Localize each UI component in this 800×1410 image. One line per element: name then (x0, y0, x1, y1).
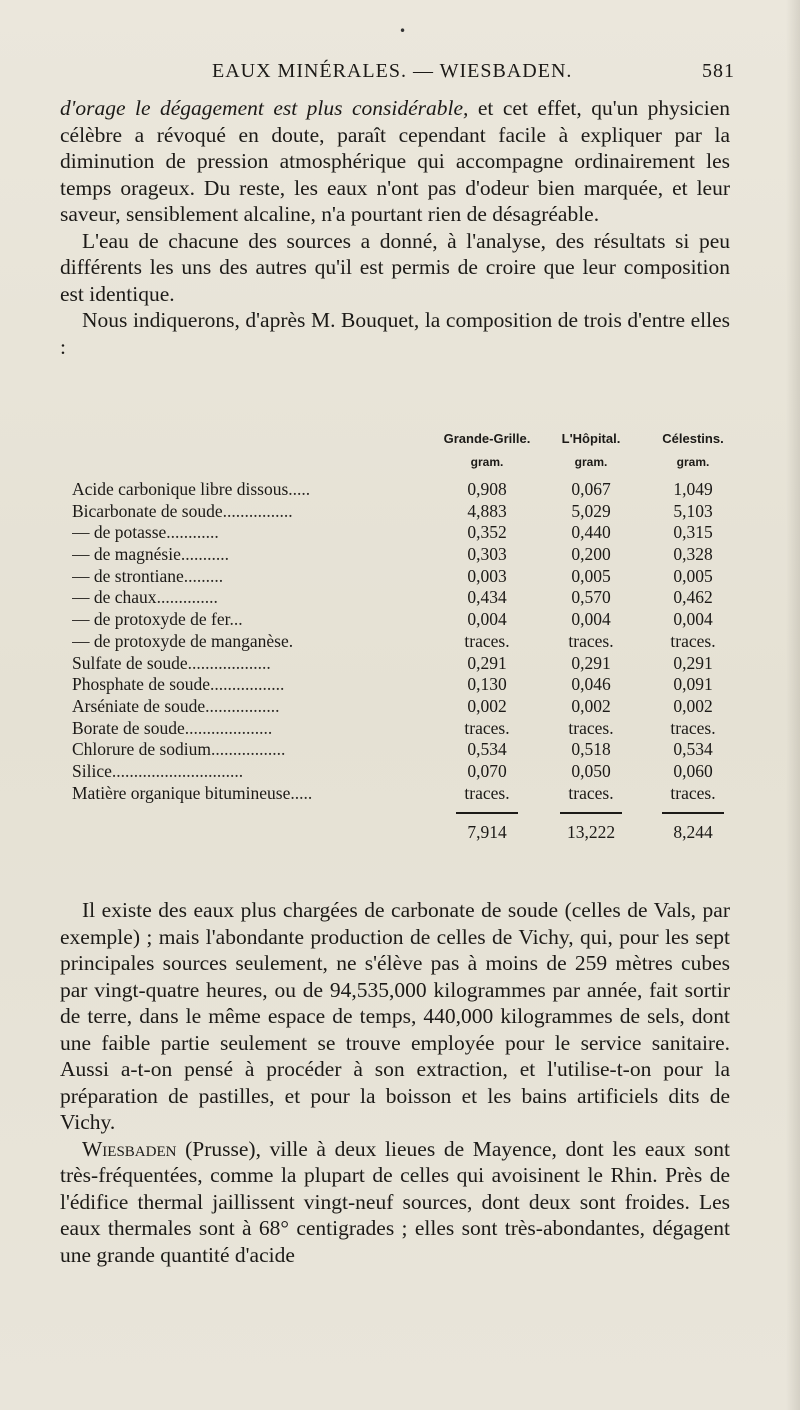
table-row (72, 739, 732, 761)
row-value: 0,352 (467, 522, 507, 543)
row-label (72, 544, 422, 566)
ink-mark: • (399, 24, 407, 38)
row-value: 0,462 (673, 587, 713, 608)
row-value: 0,534 (467, 739, 507, 760)
row-label (72, 674, 422, 696)
wiesbaden-paragraph (60, 1136, 730, 1269)
table-row (72, 587, 732, 609)
totals-row (72, 822, 732, 844)
row-value: 0,070 (467, 760, 507, 781)
row-label-text: Sulfate de soude (72, 652, 188, 673)
row-leader-dots: ................ (222, 500, 293, 521)
intro-paragraph-3: Nous indiquerons, d'après M. Bouquet, la composition de trois d'entre elles : (60, 308, 730, 359)
row-label (72, 696, 422, 718)
row-label (72, 522, 422, 544)
row-value: 0,434 (467, 587, 507, 608)
row-value: 1,049 (673, 479, 713, 499)
row-value: 0,328 (673, 544, 713, 565)
row-label-text: Silice (72, 760, 112, 781)
row-leader-dots: ............ (166, 522, 219, 543)
row-value: 0,067 (571, 479, 611, 499)
row-value: 0,002 (673, 695, 713, 716)
row-value: 0,004 (571, 609, 611, 630)
row-value: 0,130 (467, 674, 507, 695)
table-body (72, 479, 732, 804)
row-label (72, 566, 422, 588)
row-value: 0,005 (673, 565, 713, 586)
row-value: 0,291 (467, 652, 507, 673)
table-column-units (72, 451, 732, 479)
table-row (72, 544, 732, 566)
row-label-text: Bicarbonate de soude (72, 500, 223, 521)
row-label (72, 609, 422, 631)
row-value: traces. (464, 782, 510, 803)
row-label (72, 479, 422, 501)
intro-paragraph-1 (60, 95, 730, 228)
wiesbaden-heading: Wiesbaden (82, 1136, 177, 1161)
row-value: traces. (568, 717, 614, 738)
row-value: 0,060 (673, 760, 713, 781)
total-grande-grille: 7,914 (467, 822, 507, 843)
row-label-text: — de potasse (72, 522, 167, 543)
running-head (60, 58, 735, 90)
column-unit: gram. (676, 455, 710, 469)
table-row (72, 783, 732, 805)
table-row (72, 718, 732, 740)
row-leader-dots: ... (229, 609, 243, 630)
total-rules (72, 804, 732, 822)
total-rule (456, 812, 518, 814)
column-header-celestins: Célestins. (662, 431, 724, 446)
row-leader-dots: ..... (290, 782, 313, 803)
total-rule (560, 812, 622, 814)
row-label (72, 739, 422, 761)
column-header-hopital: L'Hôpital. (561, 431, 621, 446)
row-leader-dots: .................... (184, 717, 273, 738)
row-value: 0,534 (673, 739, 713, 760)
intro-paragraph-2: L'eau de chacune des sources a donné, à l'analyse, des résultats si peu différents les uns des autres qu'il est permis de croire que leur composition est identique. (60, 228, 730, 306)
table-row (72, 653, 732, 675)
intro-text (60, 95, 730, 360)
row-value: traces. (568, 782, 614, 803)
row-value: 0,003 (467, 565, 507, 586)
row-value: traces. (568, 630, 614, 651)
row-label (72, 761, 422, 783)
row-label-text: Arséniate de soude (72, 695, 206, 716)
total-hopital: 13,222 (566, 822, 616, 843)
row-label (72, 718, 422, 740)
page-edge-shadow (786, 0, 800, 1410)
row-value: 0,570 (571, 587, 611, 608)
row-leader-dots: ................. (211, 739, 286, 760)
continuation-text (60, 897, 730, 1268)
row-value: traces. (464, 630, 510, 651)
row-value: traces. (464, 717, 510, 738)
table-row (72, 479, 732, 501)
row-leader-dots: ................. (205, 695, 280, 716)
row-label-text: — de strontiane (72, 565, 184, 586)
row-label-text: — de chaux (72, 587, 157, 608)
table-column-headers (72, 427, 732, 451)
row-leader-dots: ........... (180, 544, 229, 565)
row-label-text: — de protoxyde de fer (72, 609, 230, 630)
table-row (72, 674, 732, 696)
row-value: 5,029 (571, 500, 611, 521)
row-value: traces. (670, 782, 716, 803)
table-row (72, 609, 732, 631)
row-value: 0,200 (571, 544, 611, 565)
row-value: 0,908 (467, 479, 507, 499)
row-label-text: Chlorure de sodium (72, 739, 212, 760)
row-leader-dots: ..... (288, 479, 311, 499)
row-value: 5,103 (673, 500, 713, 521)
row-value: 0,046 (571, 674, 611, 695)
row-leader-dots: .............................. (111, 760, 244, 781)
row-value: 0,303 (467, 544, 507, 565)
row-value: 0,005 (571, 565, 611, 586)
row-value: 0,004 (467, 609, 507, 630)
row-value: 0,002 (467, 695, 507, 716)
row-value: 0,291 (571, 652, 611, 673)
table-row (72, 566, 732, 588)
column-unit: gram. (470, 455, 504, 469)
row-leader-dots: .............. (156, 587, 218, 608)
row-leader-dots: ................... (187, 652, 271, 673)
row-value: 0,518 (571, 739, 611, 760)
row-value: 0,315 (673, 522, 713, 543)
row-value: traces. (670, 717, 716, 738)
row-label (72, 783, 422, 805)
row-label-text: Acide carbonique libre dissous (72, 479, 289, 499)
table-row (72, 501, 732, 523)
row-value: 0,050 (571, 760, 611, 781)
row-label-text: — de magnésie (72, 544, 181, 565)
intro-italic-lead: d'orage le dégagement est plus considérable, (60, 96, 469, 120)
running-head-title: EAUX MINÉRALES. — WIESBADEN. (212, 60, 573, 82)
row-value: 0,002 (571, 695, 611, 716)
column-unit: gram. (574, 455, 608, 469)
row-label-text: Borate de soude (72, 717, 185, 738)
row-label-text: Phosphate de soude (72, 674, 211, 695)
column-header-grande-grille: Grande-Grille. (443, 431, 531, 446)
wiesbaden-paragraph-rest: (Prusse), ville à deux lieues de Mayence, dont les eaux sont très-fréquentées, comme la plupart de celles qui avoisinent le Rhin. Près de l'édifice thermal jaillissent vingt-neuf sources, dont deux sont froides. Les eaux thermales sont à 68° centigrades ; elles sont très-abondantes, dégagent une grande quantité d'acide (60, 1136, 730, 1267)
row-value: 0,291 (673, 652, 713, 673)
page-number: 581 (702, 60, 735, 82)
table-row (72, 522, 732, 544)
row-leader-dots: ......... (183, 565, 224, 586)
table-row (72, 631, 732, 653)
row-value: traces. (670, 630, 716, 651)
table-row (72, 761, 732, 783)
total-celestins: 8,244 (673, 822, 713, 843)
row-label-text: Matière organique bitumineuse (72, 782, 291, 803)
vichy-paragraph: Il existe des eaux plus chargées de carbonate de soude (celles de Vals, par exemple) ; mais l'abondante production de celles de Vichy, qui, pour les sept principales sources seulement, ne s'élève pas à moins de 259 mètres cubes par vingt-quatre heures, ou de 94,535,000 kilogrammes par année, fait sortir de terre, dans le même espace de temps, 440,000 kilogrammes de sels, dont une faible partie seulement se trouve employée pour le service sanitaire. Aussi a-t-on pensé à procéder à son extraction, et l'utilise-t-on pour la préparation de pastilles, et pour la boisson et les bains artificiels dits de Vichy. (60, 898, 730, 1134)
row-label (72, 501, 422, 523)
row-value: 0,091 (673, 674, 713, 695)
table-row (72, 696, 732, 718)
row-label (72, 631, 422, 653)
row-leader-dots: ................. (210, 674, 285, 695)
row-label-text: — de protoxyde de manganèse. (72, 630, 294, 651)
row-value: 0,440 (571, 522, 611, 543)
row-value: 4,883 (467, 500, 507, 521)
composition-table (72, 427, 732, 844)
row-value: 0,004 (673, 609, 713, 630)
intro-paragraph-1-rest: et cet effet, qu'un physicien célèbre a révoqué en doute, paraît cependant facile à expliquer par la diminution de pression atmosphérique qui accompagne ordinairement les temps orageux. Du reste, les eaux n'ont pas d'odeur bien marquée, et leur saveur, sensiblement alcaline, n'a pourtant rien de désagréable. (60, 96, 730, 226)
row-label (72, 653, 422, 675)
total-rule (662, 812, 724, 814)
row-label (72, 587, 422, 609)
